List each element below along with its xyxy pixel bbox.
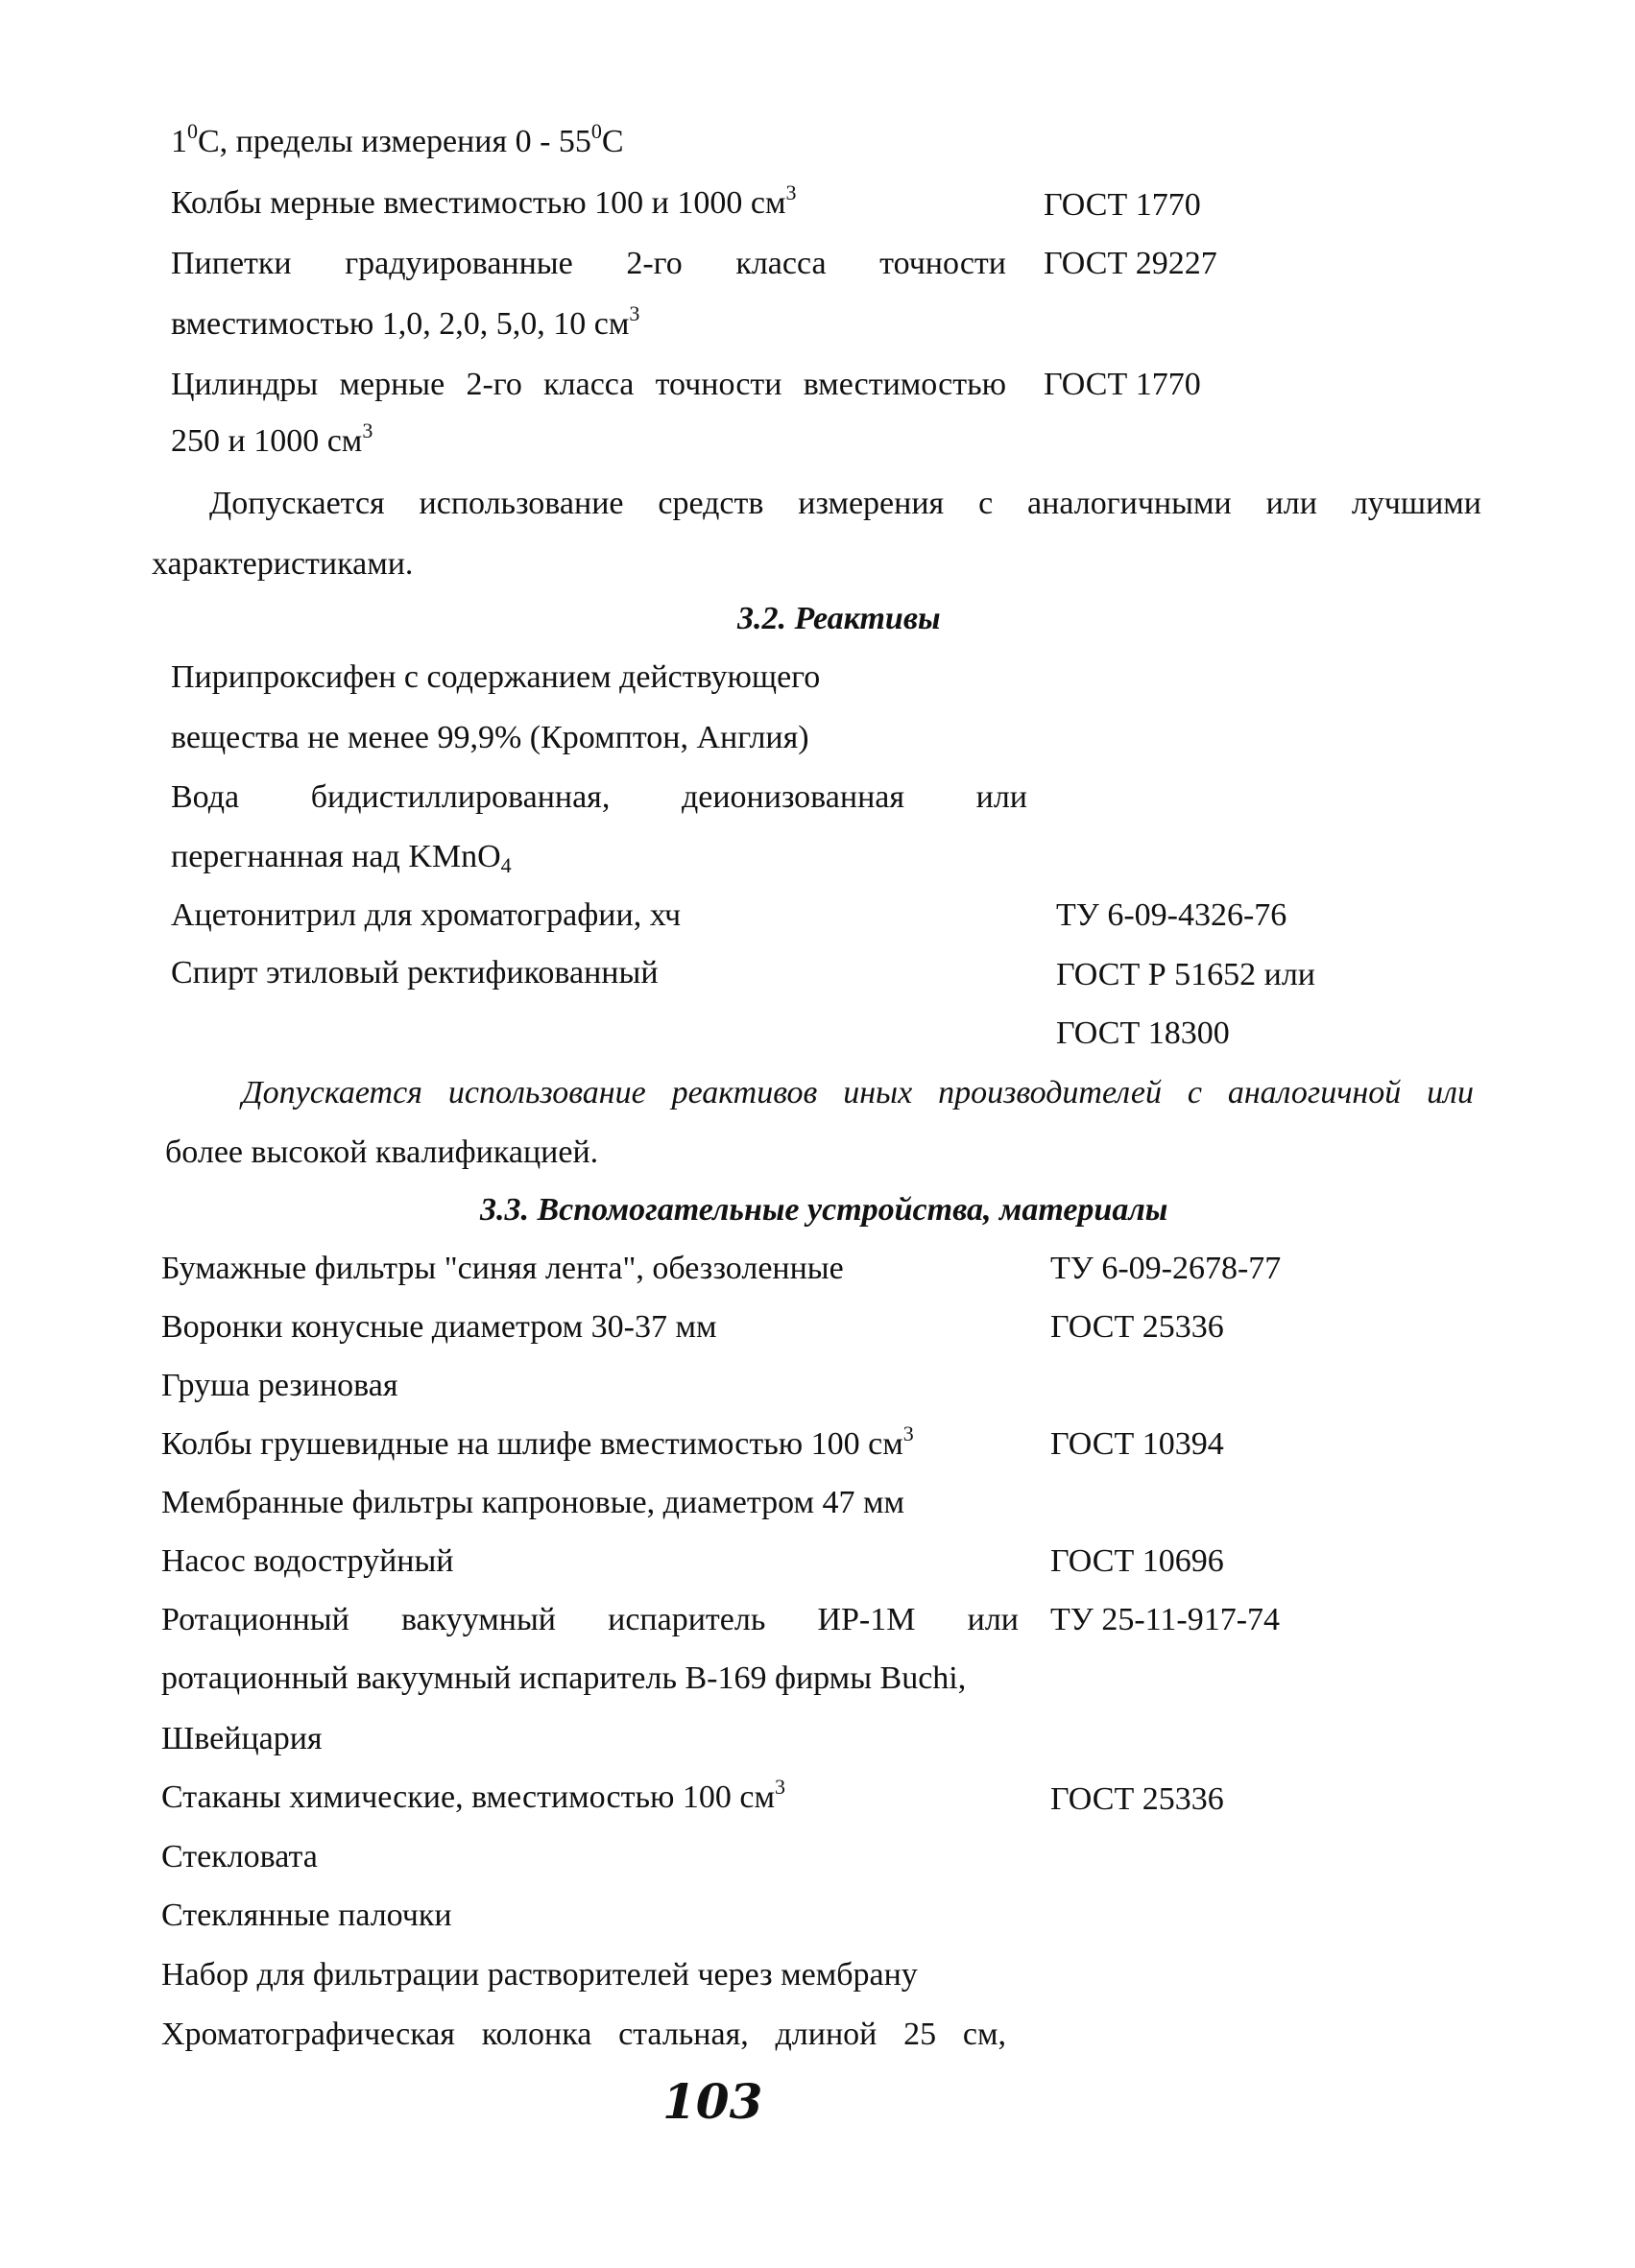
water-item-cont: перегнанная над KMnO$_4$ (171, 839, 512, 877)
beakers-standard: ГОСТ 25336 (1050, 1781, 1224, 1817)
funnels-item: Воронки конусные диаметром 30-37 мм (161, 1309, 717, 1345)
temperature-range-line: $1^0С$, пределы измерения $0 - 55^0С$ (171, 119, 624, 159)
flasks-item: Колбы мерные вместимостью 100 и 1000 $см^3$ (171, 180, 797, 221)
section-heading-auxiliary: 3.3. Вспомогательные устройства, материалы (480, 1192, 1168, 1228)
measuring-tools-note-cont: характеристиками. (152, 546, 414, 582)
section-heading-reagents: 3.2. Реактивы (737, 601, 941, 636)
cylinders-item-cont: 250 и 1000 $см^3$ (171, 418, 373, 459)
page-number: 103 (662, 2073, 763, 2130)
beakers-item: Стаканы химические, вместимостью 100 $см^3$ (161, 1775, 785, 1815)
paper-filters-standard: ТУ 6-09-2678-77 (1050, 1251, 1282, 1286)
rotary-evaporator-item-cont2: Швейцария (161, 1721, 323, 1756)
water-pump-standard: ГОСТ 10696 (1050, 1543, 1224, 1579)
cylinders-item: Цилиндры мерные 2-го класса точности вместимостью (171, 367, 1006, 402)
water-pump-item: Насос водоструйный (161, 1543, 454, 1579)
pear-flasks-item: Колбы грушевидные на шлифе вместимостью 100 $см^3$ (161, 1421, 914, 1462)
ethanol-standard-2: ГОСТ 18300 (1056, 1015, 1230, 1051)
acetonitrile-standard: ТУ 6-09-4326-76 (1056, 897, 1287, 933)
water-item: Вода бидистиллированная, деионизованная или (171, 779, 1027, 815)
reagents-note: Допускается использование реактивов иных производителей с аналогичной или (242, 1075, 1474, 1110)
measuring-tools-note: Допускается использование средств измерения с аналогичными или лучшими (209, 486, 1481, 521)
acetonitrile-item: Ацетонитрил для хроматографии, хч (171, 897, 682, 933)
pyriproxyfen-item-cont: вещества не менее 99,9% (Кромптон, Англия) (171, 720, 809, 755)
reagents-note-cont: более высокой квалификацией. (165, 1134, 599, 1170)
filtration-kit-item: Набор для фильтрации растворителей через мембрану (161, 1957, 918, 1993)
paper-filters-item: Бумажные фильтры "синяя лента", обеззоленные (161, 1251, 844, 1286)
glass-rods-item: Стеклянные палочки (161, 1898, 452, 1933)
pear-flasks-standard: ГОСТ 10394 (1050, 1426, 1224, 1462)
rotary-evaporator-item-cont: ротационный вакуумный испаритель В-169 фирмы Buchi, (161, 1660, 967, 1696)
ethanol-item: Спирт этиловый ректификованный (171, 955, 659, 991)
rotary-evaporator-standard: ТУ 25-11-917-74 (1050, 1602, 1281, 1637)
glass-wool-item: Стекловата (161, 1839, 318, 1874)
funnels-standard: ГОСТ 25336 (1050, 1309, 1224, 1345)
membrane-filters-item: Мембранные фильтры капроновые, диаметром 47 мм (161, 1485, 905, 1520)
pyriproxyfen-item: Пирипроксифен с содержанием действующего (171, 659, 821, 695)
pipettes-item: Пипетки градуированные 2-го класса точности (171, 246, 1006, 281)
flasks-standard: ГОСТ 1770 (1044, 187, 1201, 223)
pipettes-standard: ГОСТ 29227 (1044, 246, 1217, 281)
cylinders-standard: ГОСТ 1770 (1044, 367, 1201, 402)
rotary-evaporator-item: Ротационный вакуумный испаритель ИР-1М или (161, 1602, 1019, 1637)
pipettes-item-cont: вместимостью 1,0, 2,0, 5,0, 10 $см^3$ (171, 301, 640, 342)
ethanol-standard-1: ГОСТ Р 51652 или (1056, 957, 1315, 992)
chromatography-column-item: Хроматографическая колонка стальная, длиной 25 см, (161, 2017, 1006, 2052)
rubber-bulb-item: Груша резиновая (161, 1368, 398, 1403)
